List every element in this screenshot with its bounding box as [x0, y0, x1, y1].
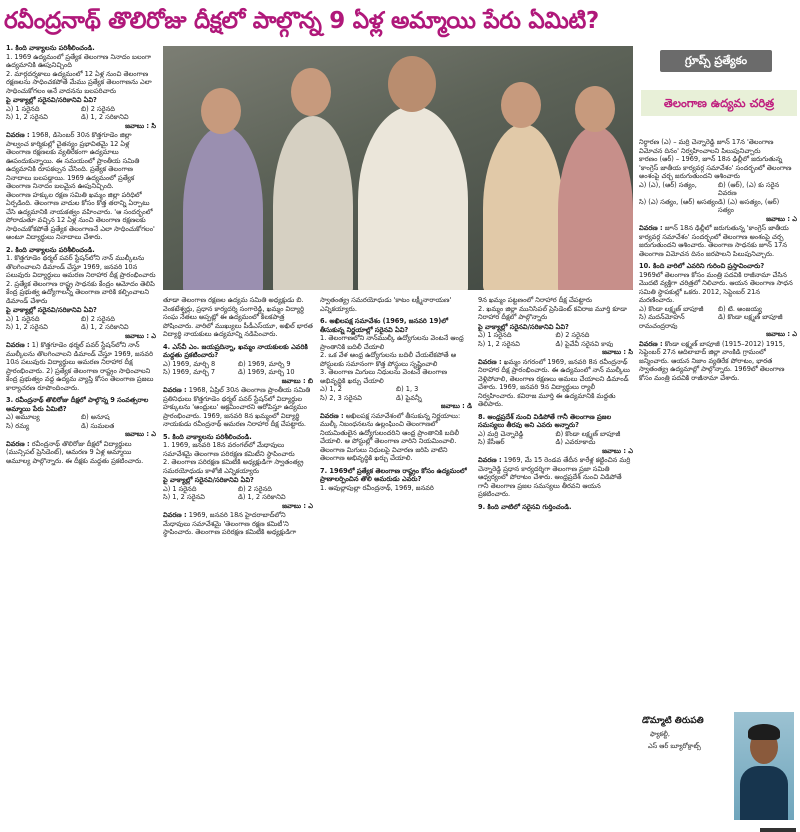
answer-option: డి) 1969, మార్చి 10 [238, 368, 295, 376]
statement-line: నిర్ధారణ (ఎ) – మర్రి చెన్నారెడ్డి జూన్ 17న 'తెలంగాణ విమోచన దినం' నిర్వహించాలని పిలుపునిచ్చారు [639, 138, 774, 155]
question-number: 7. [320, 466, 328, 475]
author-photo-hair [748, 724, 780, 740]
explanation-label: వివరణ : [6, 341, 30, 349]
author-designation: ఫ్యాకల్టీ, [650, 730, 670, 738]
explanation [320, 412, 472, 463]
answer-key: జవాబు : సి [602, 348, 633, 356]
author-name: డొమ్మాటి తిరుపతి [642, 716, 704, 726]
answer-option: డి) పైవన్నీ [396, 393, 422, 402]
explanation [639, 224, 797, 258]
question-block [6, 396, 156, 465]
historic-group-photo [163, 46, 633, 290]
photo-figure [183, 126, 263, 290]
answer-option: సి) 1969, మార్చి 7 [163, 368, 216, 376]
explanation-text: 1968, ఏప్రిల్ 30న తెలంగాణ ప్రాంతీయ సమితి ప్రతినిధులు కొత్తగూడెం థర్మల్ పవర్ స్టేషన్‌లో విద్యార్థుల హక్కులను 'ఆంధ్రులు' ఆక్రమించారని ఆరోపిస్తూ ఉద్యమం ప్రారంభించారు. 1969, జనవరి 8న ఖమ్మంలో విద్యార్థి నాయకుడు రవీంద్రనాథ్ ఆమరణ నిరాహార దీక్ష చేపట్టారు. [163, 386, 311, 428]
question-head [6, 246, 156, 255]
statement-line: 2. తెలంగాణ పరిరక్షణ కమిటీకి అధ్యక్షుడిగా స్వాతంత్య్ర సమరయోధుడు కాళోజీ ఎన్నికయ్యారు [163, 458, 304, 475]
explanation-text: 1) కొత్తగూడెం థర్మల్ పవర్ స్టేషన్‌లోని నాన్ ముల్కీలను తొలగించాలని డిమాండ్ చేస్తూ 1969, జనవరి 10న పలువురు విద్యార్థులు ఆమరణ నిరాహార దీక్ష ప్రారంభించారు. 2) ప్రత్యేక తెలంగాణ రాష్ట్రం సాధించాలని కేంద్ర ప్రభుత్వం వద్ద ఉద్యమ వ్యాప్తి కోసం తెలంగాణ ప్రజలు కార్యాచరణ రూపొందించారు. [6, 341, 154, 392]
paragraph-text: స్వాతంత్య్ర సమరయోధుడు 'కాటం లక్ష్మీనారాయణ' ఎన్నికయ్యారు. [320, 296, 452, 313]
explanation-label: వివరణ : [320, 411, 344, 420]
column-3 [320, 296, 472, 826]
answer-option: ఎ) మర్రి చెన్నారెడ్డి [478, 429, 524, 438]
explanation [163, 386, 313, 429]
question-block [163, 433, 313, 537]
answer-options [478, 331, 633, 348]
explanation [639, 340, 797, 383]
author-photo-body [740, 766, 788, 820]
answer-options [320, 385, 472, 402]
explanation [6, 131, 156, 191]
statement-line: 1. 1969 ఉద్యమంలో ప్రత్యేక తెలంగాణ నినాదం బలంగా ఉద్యమానికి ఊపునిచ్చింది [6, 52, 152, 69]
column-4 [478, 296, 633, 826]
explanation [6, 440, 156, 466]
answer-option: సి) (ఎ) సత్యం, (ఆర్) అసత్యం [639, 197, 718, 206]
answer-option: ఎ) కొండా లక్ష్మణ్ బాపూజీ [639, 304, 704, 313]
question-text: కింది వాక్యాలను పరిశీలించండి. [172, 432, 252, 441]
answer-options [639, 181, 797, 215]
question-number: 9. [478, 502, 486, 511]
question-head [320, 317, 472, 334]
answer-option: ఎ) అమూల్య [6, 413, 40, 421]
answer-option: డి) సుమలత [81, 421, 115, 430]
answer-options [163, 485, 313, 502]
answer-option: బి) టి. అంజయ్య [718, 304, 762, 313]
explanation-text: 1969, మే 15 రెండవ తేదీన కారేళ్ల కట్టించిన మర్రి చెన్నారెడ్డి ప్రధాన కార్యదర్శిగా తెలంగాణ ప్రజా సమితి ఆధ్వర్యంలో పోరాటం చేశారు. ఆంధ్రప్రదేశ్ నుంచి విడిపోతే గానీ తెలంగాణ ప్రజల సమస్యలు తీరవని ఆయన ప్రకటించారు. [478, 456, 631, 498]
explanation [6, 341, 156, 392]
answer-option: డి) (ఎ) అసత్యం, (ఆర్) సత్యం [718, 197, 780, 214]
answer-option: బి) కొండా లక్ష్మణ్ బాపూజీ [555, 429, 621, 438]
photo-figure [558, 126, 633, 290]
answer-option: బి) (ఆర్), (ఎ) కు సరైన వివరణ [718, 180, 780, 197]
answer-option: ఎ) 1, 2 [320, 385, 342, 393]
question-prompt: పై వాక్యాల్లో సరైనవి/సరికానివి ఏవి? [163, 476, 254, 484]
answer-option: డి) కొండా లక్ష్మణ్ బాపూజీ [718, 313, 783, 321]
statement-line: 3. తెలంగాణ మిగులు నిధులను వెంటనే తెలంగాణ అభివృద్ధికి ఖర్చు చేయాలి [320, 368, 448, 385]
answer-option: ఎ) (ఎ), (ఆర్) సత్యం, [639, 180, 697, 189]
answer-option: డి) 1, 2 సరికానివి [238, 493, 286, 501]
section-title: తెలంగాణ ఉద్యమ చరిత్ర [641, 90, 797, 116]
groups-special-badge: గ్రూప్స్ ప్రత్యేకం [660, 50, 772, 72]
answer-option: సి) 1, 2 సరైనవి [163, 493, 205, 501]
explanation-label: వివరణ : [163, 386, 187, 394]
photo-figure-head [201, 88, 241, 134]
footer-mark [760, 828, 796, 832]
answer-options [6, 105, 156, 122]
answer-key: జవాబు : ఎ [766, 214, 797, 223]
explanation-label: వివరణ : [6, 131, 30, 139]
answer-options [163, 360, 313, 377]
explanation [163, 511, 313, 537]
question-number: 4. [163, 342, 171, 351]
answer-option: బి) 2 సరైనది [238, 484, 272, 493]
answer-option: ఎ) 1 సరైనది [478, 331, 512, 339]
explanation-text: అఖిలపక్ష సమావేశంలో తీసుకున్న నిర్ణయాలు: ముల్కీ నిబంధనలను ఉల్లంఘించి తెలంగాణలో నియమితులైన ఉద్యోగులందరిని ఆంధ్ర ప్రాంతానికి బదిలీ చేయాలి. ఆ పోస్టుల్లో తెలంగాణ వారిని నియమించాలి. తెలంగాణ మిగులు నిధులపై విచారణ జరిపి వాటిని తెలంగాణ అభివృద్ధికి ఖర్చు చేయాలి. [320, 411, 461, 462]
statement-line: 2. ఖమ్మం జిల్లా మునిసిపల్ ప్రెసిడెంట్ కవిరాజ మూర్తి కూడా నిరాహార దీక్షలో పాల్గొన్నారు [478, 304, 627, 321]
answer-option: ఎ) 1969, మార్చి 8 [163, 359, 216, 368]
answer-option: ఎ) 1 సరైనది [6, 104, 40, 113]
photo-figure-head [501, 82, 541, 128]
question-block [478, 413, 633, 499]
photo-figure-head [388, 56, 436, 112]
answer-option: డి) పైవేవీ సరైనవి కావు [555, 339, 614, 348]
answer-key: జవాబు : ఎ [125, 430, 156, 438]
author-photo [734, 712, 794, 820]
question-text: కింది వాక్యాలను పరిశీలించండి. [15, 245, 95, 254]
explanation [478, 358, 633, 409]
column-1 [6, 44, 156, 826]
statement-line: 2. ప్రత్యేక తెలంగాణ రాష్ట్ర సాధనకు కేంద్రం ఆమోదం తెలిపి కేంద్ర ప్రభుత్వ ఉద్యోగాలన్నీ తెలంగాణ వారికి కల్పించాలని డిమాండ్ చేశారు [6, 279, 155, 305]
statement-line: 1969లో తెలంగాణ కోసం మంత్రి పదవికి రాజీనామా చేసిన మొదటి వ్యక్తిగా చరిత్రలో నిలిచారు. ఆయన తెలంగాణ సాధన సమితి స్థాపకుల్లో ఒకరు. 2012, సెప్టెంబర్ 21న మరణించారు. [639, 270, 793, 304]
question-number: 10. [639, 262, 651, 270]
question-number: 5. [163, 432, 171, 441]
question-text: ఆంధ్రప్రదేశ్ నుంచి విడిపోతే గానీ తెలంగాణ ప్రజల సమస్యలు తీరవు అని ఎవరు అన్నారు? [478, 412, 612, 429]
answer-key: జవాబు : ఎ [602, 446, 633, 455]
question-block [6, 246, 156, 393]
explanation-label: వివరణ : [639, 224, 663, 232]
question-head [478, 413, 633, 430]
question-number: 6. [320, 317, 328, 325]
question-text: రవీంద్రనాథ్ తొలిరోజు దీక్షలో పాల్గొన్న 9 సంవత్సరాల అమ్మాయి పేరు ఏమిటి? [6, 396, 149, 413]
photo-figure-head [575, 86, 615, 132]
question-block [6, 44, 156, 242]
answer-option: బి) 2 సరైనది [555, 331, 590, 339]
explanation-label: వివరణ : [478, 456, 502, 464]
statement-line: 1. కొత్తగూడెం థర్మల్ పవర్ స్టేషన్‌లోని నాన్ ముల్కీలను తొలగించాలని డిమాండ్ చేస్తూ 1969, జనవరి 10న పలువురు విద్యార్థులు ఆమరణ నిరాహార దీక్ష ప్రారంభించారు [6, 254, 156, 279]
question-block [320, 467, 472, 493]
question-block [320, 296, 472, 313]
explanation [478, 456, 633, 499]
explanation-text: 1968, డిసెంబర్ 30న కొత్తగూడెం జిల్లా పాల్వంచ కార్మికుల్లో చైతన్యం ప్రభావితమై 12 ఏళ్ల తెలంగాణ రక్షణలకు వ్యతిరేకంగా ఉద్యమాలు ఊపందుకున్నాయి. ఈ సమయంలో ప్రాంతీయ సమితి ఉద్యమానికి రూపకల్పన చేసింది. ప్రత్యేక తెలంగాణ నినాదాలు బలపడ్డాయి. 1969 ఉద్యమంలో ప్రత్యేక తెలంగాణ నినాదం బలమైన ఊపునిచ్చింది. [6, 131, 140, 190]
question-number: 8. [478, 412, 486, 421]
statement-line: 2. మార్గదర్శకాలు ఉద్యమంలో 12 ఏళ్ల నుంచి తెలంగాణ రక్షణలను సాధించకపోతే మేము ప్రత్యేక తెలంగాణను ఎలా సాధించుకోగలం అనే వాదనను బలపరిచారు [6, 69, 152, 95]
answer-key: జవాబు : ఎ [766, 330, 797, 338]
question-head [6, 44, 156, 53]
question-head [6, 396, 156, 413]
answer-options [478, 430, 633, 447]
question-text: కింది వాక్యాలను పరిశీలించండి. [15, 44, 95, 52]
answer-option: బి) అనూష [81, 413, 110, 421]
question-prompt: పై వాక్యాల్లో సరైనవి/సరికానివి ఏవి? [478, 322, 569, 331]
question-prompt: పై వాక్యాల్లో సరైనవి/సరికానివి ఏవి? [6, 306, 97, 314]
answer-option: బి) 1, 3 [396, 385, 419, 393]
explanation-text: 1969, జనవరి 18న హైదరాబాద్‌లోని మేధావులు సమావేశమై 'తెలంగాణ రక్షణ కమిటీ'ని స్థాపించారు. తెలంగాణ పరిరక్షణ కమిటీకి అధ్యక్షుడిగా [163, 511, 297, 536]
explanation-text: రవీంద్రనాథ్ తొలిరోజు దీక్షలో విద్యార్థులు (మున్సిపల్ ప్రెసిడెంట్), ఆమరణ 9 ఏళ్ల అమ్మాయి అమూల్య పాల్గొన్నారు. ఈ దీక్షకు మద్దతు ప్రకటించారు. [6, 439, 144, 465]
answer-options [6, 315, 156, 332]
answer-key: జవాబు : ఎ [125, 331, 156, 340]
question-head [163, 343, 313, 360]
answer-key: జవాబు : డి [440, 402, 472, 410]
answer-option: సి) 1, 2 సరైనవి [6, 113, 48, 121]
question-block [639, 138, 797, 258]
photo-figure-head [291, 68, 331, 116]
answer-key: జవాబు : ఎ [282, 501, 313, 510]
statement-line: 1. 1969, జనవరి 18న వరంగల్‌లో మేధావులు సమావేశమై తెలంగాణ పరిరక్షణ కమిటీని స్థాపించారు [163, 441, 295, 458]
explanation-text: ఖమ్మం నగరంలో 1969, జనవరి 8న రవీంద్రనాథ్ నిరాహార దీక్ష ప్రారంభించారు. ఈ ఉద్యమంలో నాన్ ముల్కీలు వెళ్లిపోవాలి, తెలంగాణ రక్షణలు అమలు చేయాలని డిమాండ్ చేశారు. 1969, జనవరి 9న విద్యార్థులు ర్యాలీ నిర్వహించారు. కవిరాజ మూర్తి ఈ ఉద్యమానికి మద్దతు తెలిపారు. [478, 357, 630, 408]
question-block [163, 296, 313, 339]
column-5 [639, 138, 797, 688]
answer-options [6, 413, 156, 430]
question-head [478, 503, 633, 512]
answer-option: ఎ) 1 సరైనది [6, 314, 40, 323]
question-text: అఖిలపక్ష సమావేశం (1969, జనవరి 19)లో తీసుకున్న నిర్ణయాల్లో సరైనవి ఏవి? [320, 317, 449, 334]
explanation-label: వివరణ : [6, 439, 30, 448]
answer-option: బి) 2 సరైనది [81, 104, 115, 113]
question-number: 1. [6, 44, 14, 52]
question-block [163, 343, 313, 429]
photo-figure [483, 124, 563, 290]
question-text: కింది వాటిలో సరైనవి గుర్తించండి. [487, 502, 572, 511]
question-block [320, 317, 472, 463]
question-block [478, 296, 633, 409]
paragraph-text: తూడా తెలంగాణ రక్షణల ఉద్యమ సమితి అధ్యక్షుడు బి. వెంకటేశ్వర్లు, ప్రధాన కార్యదర్శి సంగారెడ్డి, ఖమ్మం విద్యార్థి సంఘ నేతలు అప్పట్లో ఈ ఉద్యమంలో కీలకపాత్ర పోషించారు. వారిలో ముఖ్యులు పీడీఎస్‌యూ, అఖిల్ భారత విద్యార్థి నాయకులు ఉద్యమాన్ని నడిపించారు. [163, 296, 313, 338]
answer-option: డి) 1, 2 సరికానివి [81, 323, 129, 331]
question-number: 2. [6, 245, 14, 254]
answer-option: బి) 2 సరైనది [81, 314, 115, 323]
answer-option: బి) 1969, మార్చి 9 [238, 359, 291, 368]
answer-option: సి) 1, 2 సరైనవి [478, 339, 520, 348]
photo-figure [273, 116, 353, 290]
explanation-text: కొండా లక్ష్మణ్ బాపూజీ (1915–2012) 1915, సెప్టెంబర్ 27న ఆదిలాబాద్ జిల్లా వాంకిడి గ్రామంలో జన్మించారు. ఆయన నిజాం వ్యతిరేక పోరాటం, భారత స్వాతంత్య్ర ఉద్యమాల్లో పాల్గొన్నారు. 1969లో తెలంగాణ కోసం మంత్రి పదవికి రాజీనామా చేశారు. [639, 339, 785, 382]
question-number: 3. [6, 396, 14, 404]
statement-line: 1. తెలంగాణలోని నాన్‌ముల్కీ ఉద్యోగులను వెంటనే ఆంధ్ర ప్రాంతానికి బదిలీ చేయాలి [320, 334, 464, 351]
question-text: ఎస్‌వీ ఎం. జయప్రదిన్నా, ఖమ్మం నాయకులకు ఎవరికి మద్దతు ప్రకటించారు? [163, 342, 308, 359]
question-text: కింది వారిలో ఎవరిని గురించి ప్రస్తావించారు? [652, 262, 765, 270]
statement-line: 2. ఒక వేళ ఆంధ్ర ఉద్యోగులను బదిలీ చేయలేకపోతే ఆ పోస్టులకు సమానంగా కొత్త పోస్టులు సృష్టించాలి [320, 351, 457, 368]
statement-line: 9న ఖమ్మం పట్టణంలో నిరాహార దీక్ష చేపట్టారు [478, 296, 593, 304]
answer-option: సి) 2, 3 సరైనవి [320, 393, 362, 402]
photo-figure [358, 106, 468, 290]
headline: రవీంద్రనాథ్ తొలిరోజు దీక్షలో పాల్గొన్న 9 ఏళ్ల అమ్మాయి పేరు ఏమిటి? [4, 8, 599, 34]
explanation-text: జూన్ 18న ఢిల్లీలో జరుగుతున్న 'కాంగ్రెస్ జాతీయ కార్యవర్గ సమావేశం' సందర్భంలో తెలంగాణ అంశంపై చర్చ జరుగుతుందని ఆశించారు. తెలంగాణ సాధనకు జూన్ 17న తెలంగాణ విమోచన దినం జరపాలని పిలుపునిచ్చారు. [639, 224, 789, 258]
explanation-label: వివరణ : [639, 339, 663, 348]
column-2 [163, 296, 313, 826]
answer-options [639, 305, 797, 331]
question-head [163, 433, 313, 442]
statement-line: 1. ఆవుల్లాపుల్లా రవీంద్రనాథ్, 1969, జనవరి [320, 483, 434, 492]
question-text: 1969లో ప్రత్యేక తెలంగాణ రాష్ట్రం కోసం ఉద్యమంలో ప్రాణాలర్పించిన తొలి అమరుడు ఎవరు? [320, 466, 467, 483]
question-block [478, 503, 633, 512]
answer-option: సి) రమ్య [6, 421, 30, 430]
question-prompt: పై వాక్యాల్లో సరైనవి/సరికానివి ఏవి? [6, 96, 97, 104]
question-head [639, 262, 797, 271]
statement-line: కారణం (ఆర్) – 1969, జూన్ 18న ఢిల్లీలో జరుగుతున్న 'కాంగ్రెస్ జాతీయ కార్యవర్గ సమావేశం' సందర్భంలో తెలంగాణ అంశంపై చర్చ జరుగుతుందని ఆశించారు [639, 155, 792, 180]
answer-key: జవాబు : సి [125, 121, 156, 130]
question-head [320, 467, 472, 484]
author-card [642, 712, 794, 822]
question-block [639, 262, 797, 382]
answer-key: జవాబు : బి [281, 376, 313, 385]
paragraph-text: తెలంగాణ హక్కుల రక్షణ సమితి ఖమ్మం జిల్లా పరిధిలో ఏర్పడింది. తెలంగాణ వాదుల కోసం కొత్త తరాన్ని ఏర్పాటు చేసి ఉద్యమానికి నాయకత్వం వహించారు. 'ఆ సందర్భంలో పోరాడుతూ వచ్చిన 12 ఏళ్ల నుంచి తెలంగాణ రక్షణలకు సాధించుకోకపోతే ప్రత్యేక తెలంగాణనే ఎలా సాధించుకోగలం' అంటూ విద్యార్థులు నినాదాలు చేశారు. [6, 190, 155, 241]
answer-option: సి) 1, 2 సరైనవి [6, 323, 48, 331]
explanation-label: వివరణ : [478, 357, 502, 366]
explanation-label: వివరణ : [163, 511, 187, 519]
author-institute: ఎస్ ఆర్ బ్యూరోక్రాట్స్ [648, 742, 701, 750]
answer-option: ఎ) 1 సరైనది [163, 484, 197, 493]
answer-option: డి) ఎవరూకాదు [555, 438, 596, 446]
answer-option: సి) కేసీఆర్ [478, 438, 505, 446]
answer-option: డి) 1, 2 సరికానివి [81, 113, 129, 121]
answer-option: సి) మదన్‌మోహన్ రామచంద్రరావు [639, 313, 685, 330]
